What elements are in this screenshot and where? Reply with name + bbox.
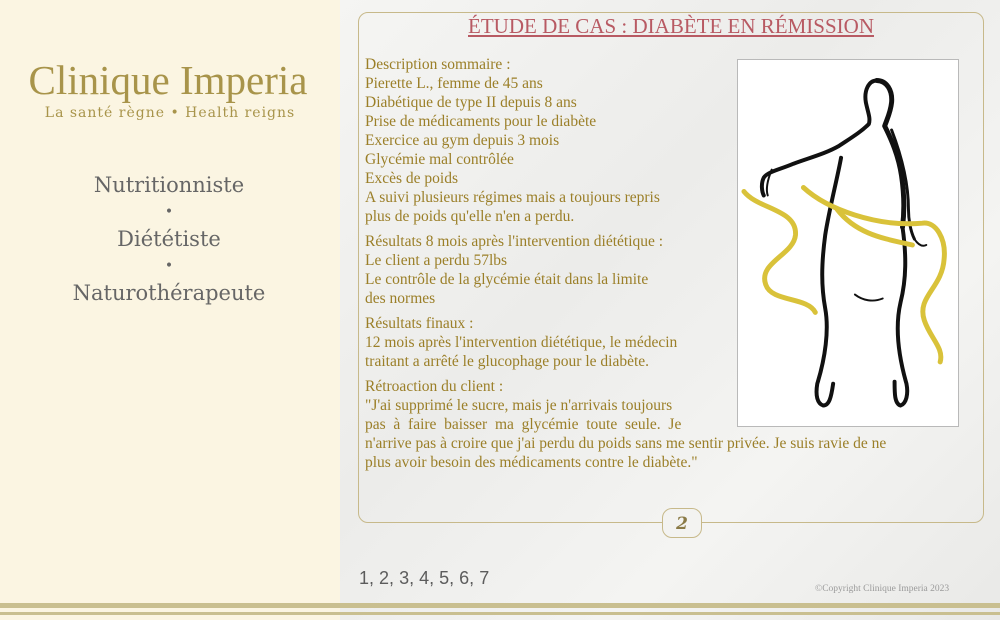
service-link-naturotherapeute[interactable]: Naturothérapeute: [72, 281, 266, 305]
brand-tagline: La santé règne • Health reigns: [44, 105, 296, 121]
page-number-badge: 2: [662, 508, 702, 538]
text-line: Rétroaction du client :: [365, 378, 504, 395]
text-line: n'arrive pas à croire que j'ai perdu du poids sans me sentir privée. Je suis ravie de ne: [365, 435, 887, 452]
text-line: plus avoir besoin des médicaments contre le diabète.": [365, 454, 698, 471]
text-line: Excès de poids: [365, 170, 458, 187]
page-link-7[interactable]: 7: [479, 568, 490, 588]
text-line: Exercice au gym depuis 3 mois: [365, 132, 560, 149]
pagination: 1, 2, 3, 4, 5, 6, 7: [359, 568, 490, 588]
separator-dot: •: [164, 258, 174, 274]
services-nav: [0, 170, 338, 308]
text-line: des normes: [365, 290, 436, 307]
page-link-6[interactable]: 6: [459, 568, 470, 588]
text-line: "J'ai supprimé le sucre, mais je n'arrivais toujours: [365, 397, 673, 414]
text-line: traitant a arrêté le glucophage pour le diabète.: [365, 353, 650, 370]
service-link-dietetiste[interactable]: Diététiste: [117, 227, 221, 251]
page-link-1[interactable]: 1: [359, 568, 370, 588]
text-line: Résultats 8 mois après l'intervention diététique :: [365, 233, 664, 250]
text-line: Pierette L., femme de 45 ans: [365, 75, 543, 92]
footer-stripe: [0, 612, 1000, 615]
text-line: 12 mois après l'intervention diététique, le médecin: [365, 334, 678, 351]
brand-title[interactable]: Clinique Imperia: [28, 57, 308, 103]
text-line: A suivi plusieurs régimes mais a toujours repris: [365, 189, 660, 206]
text-line: Prise de médicaments pour le diabète: [365, 113, 597, 130]
page-link-4[interactable]: 4: [419, 568, 430, 588]
text-line: Diabétique de type II depuis 8 ans: [365, 94, 577, 111]
silhouette-with-measuring-tape-icon: [738, 60, 958, 426]
separator-dot: •: [164, 204, 174, 220]
text-line: Le contrôle de la glycémie était dans la limite: [365, 271, 649, 288]
page-link-3[interactable]: 3: [399, 568, 410, 588]
text-line: Résultats finaux :: [365, 315, 474, 332]
sidebar: [0, 0, 340, 620]
page-link-2[interactable]: 2: [379, 568, 390, 588]
page-link-5[interactable]: 5: [439, 568, 450, 588]
text-line: pas à faire baisser ma glycémie toute seule. Je: [365, 416, 682, 433]
case-study-title: ÉTUDE DE CAS : DIABÈTE EN RÉMISSION: [468, 14, 874, 38]
text-line: Le client a perdu 57lbs: [365, 252, 508, 269]
woman-silhouette-image: [737, 59, 959, 427]
text-line: Glycémie mal contrôlée: [365, 151, 514, 168]
service-link-nutritionniste[interactable]: Nutritionniste: [93, 173, 245, 197]
text-line: plus de poids qu'elle n'en a perdu.: [365, 208, 575, 225]
text-line: Description sommaire :: [365, 56, 511, 73]
footer-stripe: [0, 603, 1000, 608]
copyright-text: ©Copyright Clinique Imperia 2023: [815, 584, 950, 594]
